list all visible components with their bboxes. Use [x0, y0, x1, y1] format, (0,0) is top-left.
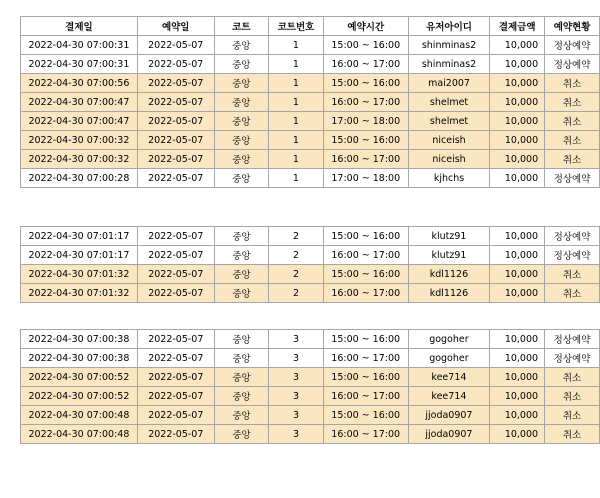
court-cell: 중앙 — [214, 74, 268, 93]
paid-date-cell: 2022-04-30 07:00:52 — [21, 368, 138, 387]
court-cell: 중앙 — [214, 36, 268, 55]
time-cell: 16:00 ~ 17:00 — [323, 93, 408, 112]
paid-date-cell: 2022-04-30 07:01:17 — [21, 246, 138, 265]
paid-date-cell: 2022-04-30 07:00:56 — [21, 74, 138, 93]
paid-date-cell: 2022-04-30 07:00:32 — [21, 131, 138, 150]
court-number-cell: 2 — [269, 284, 323, 303]
court-cell: 중앙 — [214, 425, 269, 444]
paid-date-cell: 2022-04-30 07:00:48 — [21, 425, 138, 444]
amount-cell: 10,000 — [490, 406, 545, 425]
court-number-cell: 1 — [269, 169, 324, 188]
table-row — [21, 349, 600, 368]
time-cell: 17:00 ~ 18:00 — [323, 169, 408, 188]
table-row — [21, 93, 600, 112]
reservation-date-cell: 2022-05-07 — [137, 425, 214, 444]
reservation-table-court-3 — [20, 329, 600, 444]
status-cell: 취소 — [545, 93, 600, 112]
user-id-cell: niceish — [408, 150, 490, 169]
amount-cell: 10,000 — [490, 112, 545, 131]
time-cell: 15:00 ~ 16:00 — [323, 74, 408, 93]
status-cell: 정상예약 — [545, 227, 600, 246]
user-id-cell: kdl1126 — [408, 284, 490, 303]
user-id-cell: kee714 — [408, 368, 490, 387]
status-cell: 정상예약 — [545, 349, 600, 368]
amount-cell: 10,000 — [490, 150, 545, 169]
table-row — [21, 227, 600, 246]
time-cell: 16:00 ~ 17:00 — [323, 349, 408, 368]
status-cell: 취소 — [545, 406, 600, 425]
court-cell: 중앙 — [214, 112, 268, 131]
court-number-cell: 1 — [269, 74, 324, 93]
time-cell: 15:00 ~ 16:00 — [323, 131, 408, 150]
header-user-id: 유저아이디 — [408, 17, 490, 36]
amount-cell: 10,000 — [490, 246, 545, 265]
reservation-date-cell: 2022-05-07 — [137, 227, 214, 246]
court-number-cell: 2 — [269, 246, 323, 265]
reservation-date-cell: 2022-05-07 — [137, 406, 214, 425]
reservation-date-cell: 2022-05-07 — [137, 169, 214, 188]
time-cell: 15:00 ~ 16:00 — [323, 36, 408, 55]
court-cell: 중앙 — [214, 284, 269, 303]
court-number-cell: 3 — [269, 406, 323, 425]
status-cell: 정상예약 — [545, 330, 600, 349]
court-cell: 중앙 — [214, 330, 269, 349]
reservation-date-cell: 2022-05-07 — [137, 349, 214, 368]
status-cell: 정상예약 — [545, 55, 600, 74]
paid-date-cell: 2022-04-30 07:00:47 — [21, 93, 138, 112]
reservation-date-cell: 2022-05-07 — [137, 150, 214, 169]
header-court: 코트 — [214, 17, 268, 36]
user-id-cell: shinminas2 — [408, 55, 490, 74]
amount-cell: 10,000 — [490, 330, 545, 349]
user-id-cell: gogoher — [408, 330, 490, 349]
court-number-cell: 2 — [269, 265, 323, 284]
amount-cell: 10,000 — [490, 265, 545, 284]
status-cell: 취소 — [545, 112, 600, 131]
court-number-cell: 1 — [269, 55, 324, 74]
court-cell: 중앙 — [214, 349, 269, 368]
header-reservation-time: 예약시간 — [323, 17, 408, 36]
reservation-date-cell: 2022-05-07 — [137, 265, 214, 284]
status-cell: 취소 — [545, 265, 600, 284]
paid-date-cell: 2022-04-30 07:00:48 — [21, 406, 138, 425]
court-cell: 중앙 — [214, 387, 269, 406]
time-cell: 16:00 ~ 17:00 — [323, 284, 408, 303]
paid-date-cell: 2022-04-30 07:00:38 — [21, 330, 138, 349]
court-number-cell: 1 — [269, 131, 324, 150]
reservation-date-cell: 2022-05-07 — [137, 55, 214, 74]
status-cell: 취소 — [545, 387, 600, 406]
header-court-number: 코트번호 — [269, 17, 324, 36]
user-id-cell: kdl1126 — [408, 265, 490, 284]
court-cell: 중앙 — [214, 55, 268, 74]
time-cell: 15:00 ~ 16:00 — [323, 330, 408, 349]
amount-cell: 10,000 — [490, 227, 545, 246]
table-row — [21, 112, 600, 131]
header-paid-date: 결제일 — [21, 17, 138, 36]
court-cell: 중앙 — [214, 368, 269, 387]
table-row — [21, 284, 600, 303]
user-id-cell: jjoda0907 — [408, 425, 490, 444]
paid-date-cell: 2022-04-30 07:01:32 — [21, 265, 138, 284]
time-cell: 16:00 ~ 17:00 — [323, 425, 408, 444]
user-id-cell: shinminas2 — [408, 36, 490, 55]
table-row — [21, 425, 600, 444]
reservation-date-cell: 2022-05-07 — [137, 93, 214, 112]
time-cell: 15:00 ~ 16:00 — [323, 227, 408, 246]
court-cell: 중앙 — [214, 246, 269, 265]
paid-date-cell: 2022-04-30 07:00:52 — [21, 387, 138, 406]
paid-date-cell: 2022-04-30 07:00:32 — [21, 150, 138, 169]
paid-date-cell: 2022-04-30 07:01:32 — [21, 284, 138, 303]
status-cell: 정상예약 — [545, 169, 600, 188]
time-cell: 15:00 ~ 16:00 — [323, 406, 408, 425]
table-row — [21, 246, 600, 265]
time-cell: 16:00 ~ 17:00 — [323, 387, 408, 406]
user-id-cell: kee714 — [408, 387, 490, 406]
paid-date-cell: 2022-04-30 07:00:47 — [21, 112, 138, 131]
court-number-cell: 3 — [269, 387, 323, 406]
court-cell: 중앙 — [214, 406, 269, 425]
status-cell: 정상예약 — [545, 36, 600, 55]
table-row — [21, 74, 600, 93]
user-id-cell: shelmet — [408, 112, 490, 131]
table-row — [21, 36, 600, 55]
amount-cell: 10,000 — [490, 169, 545, 188]
reservation-table-court-2 — [20, 226, 600, 303]
court-number-cell: 2 — [269, 227, 323, 246]
reservation-date-cell: 2022-05-07 — [137, 284, 214, 303]
amount-cell: 10,000 — [490, 55, 545, 74]
time-cell: 16:00 ~ 17:00 — [323, 150, 408, 169]
court-cell: 중앙 — [214, 227, 269, 246]
table-row — [21, 265, 600, 284]
court-number-cell: 1 — [269, 150, 324, 169]
table-row — [21, 150, 600, 169]
status-cell: 취소 — [545, 150, 600, 169]
table-row — [21, 368, 600, 387]
court-number-cell: 3 — [269, 330, 323, 349]
court-number-cell: 3 — [269, 368, 323, 387]
reservation-date-cell: 2022-05-07 — [137, 36, 214, 55]
header-amount: 결제금액 — [490, 17, 545, 36]
court-number-cell: 3 — [269, 349, 323, 368]
status-cell: 취소 — [545, 368, 600, 387]
status-cell: 취소 — [545, 425, 600, 444]
reservation-date-cell: 2022-05-07 — [137, 330, 214, 349]
status-cell: 정상예약 — [545, 246, 600, 265]
header-reservation-date: 예약일 — [137, 17, 214, 36]
reservation-date-cell: 2022-05-07 — [137, 246, 214, 265]
amount-cell: 10,000 — [490, 368, 545, 387]
amount-cell: 10,000 — [490, 387, 545, 406]
paid-date-cell: 2022-04-30 07:00:31 — [21, 55, 138, 74]
paid-date-cell: 2022-04-30 07:00:28 — [21, 169, 138, 188]
court-cell: 중앙 — [214, 93, 268, 112]
court-number-cell: 1 — [269, 36, 324, 55]
court-cell: 중앙 — [214, 169, 268, 188]
time-cell: 17:00 ~ 18:00 — [323, 112, 408, 131]
user-id-cell: kjhchs — [408, 169, 490, 188]
reservation-date-cell: 2022-05-07 — [137, 74, 214, 93]
court-cell: 중앙 — [214, 265, 269, 284]
status-cell: 취소 — [545, 74, 600, 93]
amount-cell: 10,000 — [490, 284, 545, 303]
reservation-date-cell: 2022-05-07 — [137, 387, 214, 406]
time-cell: 16:00 ~ 17:00 — [323, 55, 408, 74]
reservation-date-cell: 2022-05-07 — [137, 112, 214, 131]
court-number-cell: 1 — [269, 112, 324, 131]
court-number-cell: 1 — [269, 93, 324, 112]
amount-cell: 10,000 — [490, 349, 545, 368]
table-row — [21, 330, 600, 349]
reservation-date-cell: 2022-05-07 — [137, 368, 214, 387]
paid-date-cell: 2022-04-30 07:00:38 — [21, 349, 138, 368]
table-row — [21, 387, 600, 406]
amount-cell: 10,000 — [490, 131, 545, 150]
status-cell: 취소 — [545, 284, 600, 303]
user-id-cell: klutz91 — [408, 227, 490, 246]
user-id-cell: klutz91 — [408, 246, 490, 265]
table-header-row — [21, 17, 600, 36]
amount-cell: 10,000 — [490, 74, 545, 93]
user-id-cell: mai2007 — [408, 74, 490, 93]
table-row — [21, 406, 600, 425]
court-number-cell: 3 — [269, 425, 323, 444]
time-cell: 16:00 ~ 17:00 — [323, 246, 408, 265]
header-status: 예약현황 — [545, 17, 600, 36]
table-row — [21, 169, 600, 188]
status-cell: 취소 — [545, 131, 600, 150]
table-row — [21, 131, 600, 150]
time-cell: 15:00 ~ 16:00 — [323, 265, 408, 284]
court-cell: 중앙 — [214, 131, 268, 150]
paid-date-cell: 2022-04-30 07:00:31 — [21, 36, 138, 55]
time-cell: 15:00 ~ 16:00 — [323, 368, 408, 387]
amount-cell: 10,000 — [490, 425, 545, 444]
user-id-cell: gogoher — [408, 349, 490, 368]
amount-cell: 10,000 — [490, 93, 545, 112]
reservation-date-cell: 2022-05-07 — [137, 131, 214, 150]
paid-date-cell: 2022-04-30 07:01:17 — [21, 227, 138, 246]
court-cell: 중앙 — [214, 150, 268, 169]
reservation-table-court-1 — [20, 16, 600, 188]
user-id-cell: shelmet — [408, 93, 490, 112]
user-id-cell: niceish — [408, 131, 490, 150]
table-row — [21, 55, 600, 74]
amount-cell: 10,000 — [490, 36, 545, 55]
user-id-cell: jjoda0907 — [408, 406, 490, 425]
